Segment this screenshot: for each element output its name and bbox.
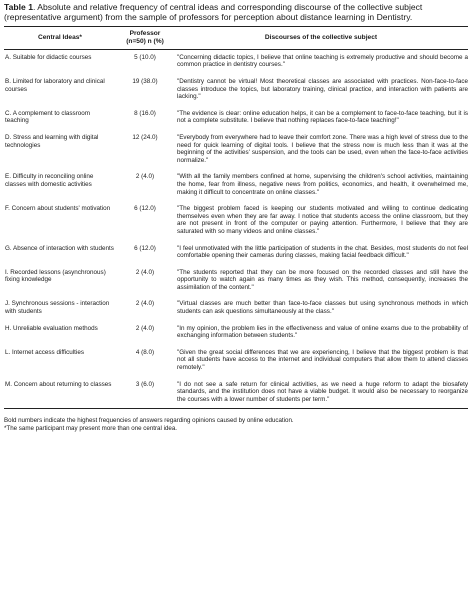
table-row (4, 345, 468, 377)
table-row (4, 201, 468, 240)
frequency-cell: 12 (24.0) (132, 133, 158, 141)
frequency-cell: 6 (12.0) (134, 205, 156, 213)
central-idea-cell: G. Absence of interaction with students (5, 244, 114, 252)
central-idea-cell: J. Synchronous sessions - interaction with students (5, 300, 110, 316)
table-row (4, 74, 468, 106)
table-row (4, 265, 468, 297)
header-discourses: Discourses of the collective subject (264, 33, 378, 41)
central-idea-cell: F. Concern about students' motivation (5, 205, 111, 213)
table-row (4, 241, 468, 265)
table-header (4, 26, 468, 49)
note-same-participant: *The same participant may present more than one central idea. (4, 425, 177, 433)
discourse-cell: "The students reported that they can be more focused on the recorded classes and still have the opportunity to watch again as many times as they wish. This method, consequently, increases the assimilation of the content." (177, 268, 468, 291)
central-idea-cell: E. Difficulty in reconciling online classes with domestic activities (5, 173, 94, 188)
central-idea-cell: I. Recorded lessons (asynchronous) fixing knowledge (5, 268, 106, 284)
central-idea-cell: L. Internet access difficulties (5, 348, 84, 356)
central-idea-cell: B. Limited for laboratory and clinical courses (5, 78, 105, 93)
document-page (4, 2, 468, 433)
central-ideas-table (4, 26, 468, 410)
discourse-cell: "I feel unmotivated with the little participation of students in the chat. Besides, most students do not feel comfortable opening their cameras during classes, making facial feedback difficult." (177, 244, 468, 260)
frequency-cell: 8 (16.0) (134, 109, 156, 117)
table-notes (4, 417, 468, 433)
table-row (4, 49, 468, 74)
central-idea-cell: C. A complement to classroom teaching (5, 109, 91, 125)
table-row (4, 130, 468, 169)
header-professor (116, 26, 174, 49)
table-row (4, 106, 468, 130)
frequency-cell: 2 (4.0) (135, 173, 155, 181)
table-row (4, 321, 468, 345)
frequency-cell: 4 (8.0) (135, 348, 155, 356)
header-professor-line2: (n=50) n (%) (126, 37, 164, 45)
central-idea-cell: H. Unreliable evaluation methods (5, 324, 98, 332)
discourse-cell: "I do not see a safe return for clinical activities, as we need a huge reform to adapt the biosafety standards, and the institution does not have a viable budget. It would also be necessary to reorganize the courses with a lower number of students per term." (177, 380, 468, 403)
central-idea-cell: M. Concern about returning to classes (5, 380, 112, 388)
table-row (4, 377, 468, 409)
discourse-cell: "The evidence is clear: online education helps, it can be a complement to face-to-face teaching, but it is not a complete substitute. I believe that nothing replaces face-to-face teaching!" (177, 109, 468, 125)
note-bold-numbers: Bold numbers indicate the highest frequencies of answers regarding opinions caused by online education. (4, 417, 294, 425)
frequency-cell: 2 (4.0) (135, 324, 155, 332)
frequency-cell: 6 (12.0) (134, 244, 156, 252)
frequency-cell: 19 (38.0) (132, 78, 158, 85)
table-caption-text: . Absolute and relative frequency of central ideas and corresponding discourse of the collective subject (representative argument) from the sample of professors for perception about distance learning in Dentistry. (4, 2, 423, 23)
frequency-cell: 2 (4.0) (135, 300, 155, 308)
discourse-cell: "Given the great social differences that we are experiencing, I believe that the biggest problem is that not all students have access to the internet and individual computers that allow them to attend classes remotely." (177, 348, 468, 372)
discourse-cell: "Virtual classes are much better than face-to-face classes but using synchronous methods in which students can ask questions simultaneously at the class." (177, 300, 468, 316)
header-central-ideas: Central Ideas* (38, 33, 82, 41)
discourse-cell: "In my opinion, the problem lies in the effectiveness and value of online exams due to the probability of exchanging information between students." (177, 324, 468, 340)
discourse-cell: "Dentistry cannot be virtual! Most theoretical classes are associated with practices. Non-face-to-face classes introduce the topics, but laboratory training, clinical practice, and interaction with patients are lacking." (177, 78, 468, 101)
table-row (4, 296, 468, 320)
discourse-cell: "Everybody from everywhere had to leave their comfort zone. There was a high level of stress due to the need for quick learning of digital tools. I believe that the stress now is much less than it was at the beginning of the activities' suspension, and the tools can be used, even when the face-to-face activities normalize." (177, 133, 468, 164)
frequency-cell: 3 (6.0) (135, 380, 155, 388)
frequency-cell: 2 (4.0) (135, 268, 155, 276)
discourse-cell: "The biggest problem faced is keeping our students motivated and willing to continue dedicating themselves even when they are far away. I notice that students access the online classroom, but they are not present in front of the computer or paying attention. Furthermore, I believe that they are saturated with so many videos and online classes." (177, 205, 468, 235)
table-caption-label: Table 1 (4, 2, 33, 12)
central-idea-cell: A. Suitable for didactic courses (5, 53, 92, 61)
table-caption (4, 2, 468, 23)
discourse-cell: "Concerning didactic topics, I believe that online teaching is extremely productive and should become a common practice in dentistry courses." (177, 53, 468, 69)
table-body (4, 49, 468, 409)
frequency-cell: 5 (10.0) (134, 53, 156, 61)
table-header-row (4, 26, 468, 49)
table-row (4, 169, 468, 201)
discourse-cell: "With all the family members confined at home, supervising the children's school activities, maintaining the home, fear from illness, negative news from politics, economics, and health, it overwhelmed me, making it difficult to concentrate on online classes." (177, 173, 468, 196)
central-idea-cell: D. Stress and learning with digital technologies (5, 133, 99, 149)
header-professor-line1: Professor (129, 29, 161, 37)
